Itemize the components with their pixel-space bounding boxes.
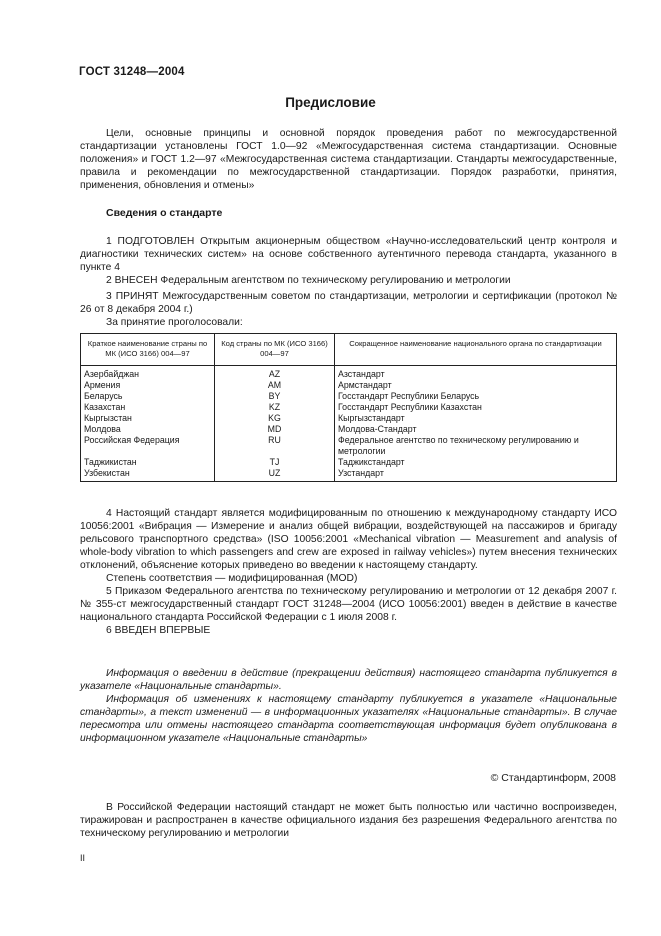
body-cell: Молдова-Стандарт bbox=[335, 424, 617, 435]
section-subtitle: Сведения о стандарте bbox=[106, 207, 223, 219]
table-header-row bbox=[81, 334, 617, 366]
table-row bbox=[81, 366, 617, 381]
table-row bbox=[81, 435, 617, 457]
table-row bbox=[81, 391, 617, 402]
degree-line: Степень соответствия — модифицированная (MOD) bbox=[106, 573, 358, 584]
item-4-paragraph: 4 Настоящий стандарт является модифицированным по отношению к международному стандарту ИСО 10056:2001 «Вибрация — Измерение и анализ общей вибрации, воздействующей на пассажиров и бригаду рельсового транспортного средства» (ISO 10056:2001 «Mechanical vibration — Measurement and analysis of whole-body vibration to which passengers and crew are exposed in railway vehicles») путем внесения технических отклонений, объяснение которых приведено во введении к настоящему стандарту. bbox=[80, 508, 617, 571]
body-cell: Таджикстандарт bbox=[335, 457, 617, 468]
code-cell: RU bbox=[215, 435, 335, 457]
intro-paragraph: Цели, основные принципы и основной порядок проведения работ по межгосударственной стандартизации установлены ГОСТ 1.0—92 «Межгосударственная система стандартизации. Основные положения» и ГОСТ 1.2—97 «Межгосударственная система стандартизации. Стандарты межгосударственные, правила и рекомендации по межгосударственной стандартизации. Порядок разработки, принятия, применения, обновления и отмены» bbox=[80, 128, 617, 191]
item-5-paragraph: 5 Приказом Федерального агентства по техническому регулированию и метрологии от 12 декабря 2007 г. № 355-ст межгосударственный стандарт ГОСТ 31248—2004 (ИСО 10056:2001) введен в действие в качестве национального стандарта Российской Федерации с 1 июля 2008 г. bbox=[80, 586, 617, 623]
body-cell: Федеральное агентство по техническому регулированию и метрологии bbox=[335, 435, 617, 457]
country-cell: Казахстан bbox=[81, 402, 215, 413]
table-header-code: Код страны по МК (ИСО 3166) 004—97 bbox=[215, 334, 335, 366]
country-cell: Армения bbox=[81, 380, 215, 391]
item-1-paragraph: 1 ПОДГОТОВЛЕН Открытым акционерным обществом «Научно-исследовательский центр контроля и диагностики технических систем» на основе собственного аутентичного перевода стандарта, указанного в пункте 4 bbox=[80, 236, 617, 273]
table-header-country: Краткое наименование страны по МК (ИСО 3166) 004—97 bbox=[81, 334, 215, 366]
country-cell: Кыргызстан bbox=[81, 413, 215, 424]
item-2-paragraph: 2 ВНЕСЕН Федеральным агентством по техническому регулированию и метрологии bbox=[106, 275, 511, 286]
table-row bbox=[81, 468, 617, 482]
country-cell: Азербайджан bbox=[81, 366, 215, 381]
vote-label: За принятие проголосовали: bbox=[106, 317, 243, 328]
page-number: II bbox=[80, 853, 86, 863]
item-3-paragraph: 3 ПРИНЯТ Межгосударственным советом по стандартизации, метрологии и сертификации (протокол № 26 от 8 декабря 2004 г.) bbox=[80, 291, 617, 315]
country-cell: Таджикистан bbox=[81, 457, 215, 468]
body-cell: Госстандарт Республики Беларусь bbox=[335, 391, 617, 402]
code-cell: BY bbox=[215, 391, 335, 402]
country-cell: Российская Федерация bbox=[81, 435, 215, 457]
table-row bbox=[81, 413, 617, 424]
country-cell: Молдова bbox=[81, 424, 215, 435]
page-title: Предисловие bbox=[285, 95, 376, 110]
table-row bbox=[81, 424, 617, 435]
body-cell: Азстандарт bbox=[335, 366, 617, 381]
code-cell: KZ bbox=[215, 402, 335, 413]
table-header-body: Сокращенное наименование национального органа по стандартизации bbox=[335, 334, 617, 366]
code-cell: MD bbox=[215, 424, 335, 435]
code-cell: AM bbox=[215, 380, 335, 391]
code-cell: KG bbox=[215, 413, 335, 424]
document-header: ГОСТ 31248—2004 bbox=[79, 66, 185, 78]
table-row bbox=[81, 380, 617, 391]
item-6-line: 6 ВВЕДЕН ВПЕРВЫЕ bbox=[106, 625, 211, 636]
info-publication-paragraph: Информация о введении в действие (прекращении действия) настоящего стандарта публикуется в указателе «Национальные стандарты». bbox=[80, 668, 617, 692]
country-cell: Узбекистан bbox=[81, 468, 215, 482]
voting-countries-table bbox=[80, 333, 617, 482]
info-changes-paragraph: Информация об изменениях к настоящему стандарту публикуется в указателе «Национальные стандарты», а текст изменений — в информационных указателях «Национальные стандарты». В случае пересмотра или отмены настоящего стандарта соответствующая информация будет опубликована в информационном указателе «Национальные стандарты» bbox=[80, 694, 617, 744]
body-cell: Узстандарт bbox=[335, 468, 617, 482]
country-cell: Беларусь bbox=[81, 391, 215, 402]
table-row bbox=[81, 457, 617, 468]
code-cell: UZ bbox=[215, 468, 335, 482]
body-cell: Армстандарт bbox=[335, 380, 617, 391]
table-row bbox=[81, 402, 617, 413]
body-cell: Кыргызстандарт bbox=[335, 413, 617, 424]
code-cell: TJ bbox=[215, 457, 335, 468]
copyright-line: © Стандартинформ, 2008 bbox=[490, 772, 616, 784]
body-cell: Госстандарт Республики Казахстан bbox=[335, 402, 617, 413]
code-cell: AZ bbox=[215, 366, 335, 381]
legal-notice-paragraph: В Российской Федерации настоящий стандарт не может быть полностью или частично воспроизведен, тиражирован и распространен в качестве официального издания без разрешения Федерального агентства по техническому регулированию и метрологии bbox=[80, 802, 617, 839]
